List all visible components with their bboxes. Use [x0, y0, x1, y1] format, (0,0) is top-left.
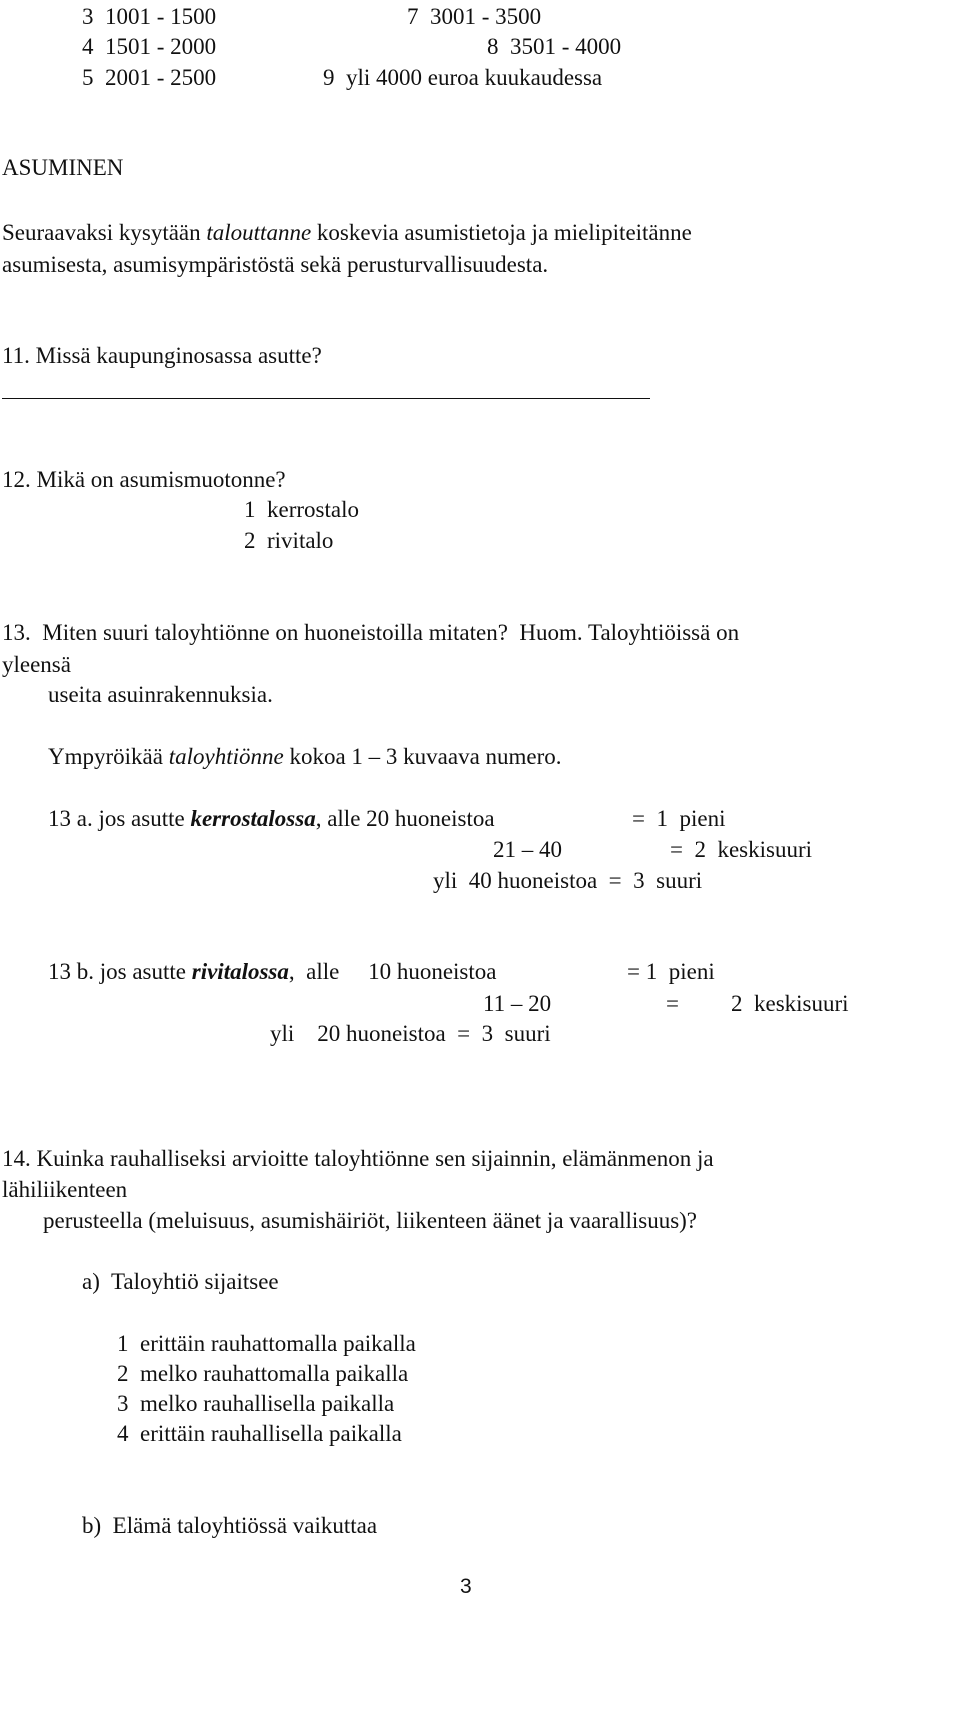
q14a-option-4[interactable]: 4 erittäin rauhallisella paikalla — [117, 1421, 402, 1446]
q13b-option-3[interactable]: yli 20 huoneistoa = 3 suuri — [270, 1021, 551, 1046]
q13b-prefix: 13 b. jos asutte — [48, 959, 192, 984]
income-option-5[interactable]: 5 2001 - 2500 — [82, 65, 217, 90]
question-13-line3: useita asuinrakennuksia. — [48, 682, 273, 707]
intro-text-b: koskevia asumistietoja ja mielipiteitänne — [311, 220, 692, 245]
q13a-suffix: , alle 20 huoneistoa — [315, 806, 495, 831]
question-14-line3: perusteella (meluisuus, asumishäiriöt, liikenteen äänet ja vaarallisuus)? — [43, 1208, 698, 1233]
question-14-line2: lähiliikenteen — [2, 1177, 128, 1202]
q14a-label: a) Taloyhtiö sijaitsee — [82, 1269, 279, 1294]
q13b-suffix: , alle 10 huoneistoa — [288, 959, 497, 984]
q13a-range-2: 21 – 40 — [493, 837, 562, 862]
instruction-emphasis: taloyhtiönne — [168, 744, 284, 769]
section-intro — [2, 221, 692, 244]
q13b-equals-2: = — [666, 991, 679, 1016]
q13a-option-2[interactable]: = 2 keskisuuri — [670, 837, 813, 862]
instruction-a: Ympyröikää — [48, 744, 169, 769]
q13a-keyword: kerrostalossa — [190, 806, 316, 831]
intro-text-a: Seuraavaksi kysytään — [2, 220, 207, 245]
income-option-3[interactable]: 3 1001 - 1500 — [82, 4, 217, 29]
question-13-line2: yleensä — [2, 652, 71, 677]
section-heading: ASUMINEN — [2, 155, 124, 180]
q13a-option-1[interactable]: = 1 pieni — [632, 806, 726, 831]
q14a-option-2[interactable]: 2 melko rauhattomalla paikalla — [117, 1361, 409, 1386]
q13b-range-2: 11 – 20 — [483, 991, 552, 1016]
question-13-instruction — [48, 745, 562, 768]
answer-line-11[interactable] — [2, 398, 650, 399]
income-option-9[interactable]: 9 yli 4000 euroa kuukaudessa — [323, 65, 603, 90]
income-option-8[interactable]: 8 3501 - 4000 — [487, 34, 622, 59]
income-option-4[interactable]: 4 1501 - 2000 — [82, 34, 217, 59]
q13a-option-3[interactable]: yli 40 huoneistoa = 3 suuri — [433, 868, 703, 893]
income-option-7[interactable]: 7 3001 - 3500 — [407, 4, 542, 29]
q13b-option-1[interactable]: = 1 pieni — [627, 959, 715, 984]
q14a-option-1[interactable]: 1 erittäin rauhattomalla paikalla — [117, 1331, 416, 1356]
option-rivitalo[interactable]: 2 rivitalo — [244, 528, 334, 553]
q14a-option-3[interactable]: 3 melko rauhallisella paikalla — [117, 1391, 395, 1416]
question-13: 13. Miten suuri taloyhtiönne on huoneistoilla mitaten? Huom. Taloyhtiöissä on — [2, 620, 740, 645]
q14b-label: b) Elämä taloyhtiössä vaikuttaa — [82, 1513, 378, 1538]
option-kerrostalo[interactable]: 1 kerrostalo — [244, 497, 359, 522]
instruction-b: kokoa 1 – 3 kuvaava numero. — [283, 744, 562, 769]
question-12: 12. Mikä on asumismuotonne? — [2, 467, 286, 492]
q13a-prefix: 13 a. jos asutte — [48, 806, 191, 831]
page-number: 3 — [460, 1575, 472, 1598]
q13b-keyword: rivitalossa — [191, 959, 289, 984]
question-14: 14. Kuinka rauhalliseksi arvioitte taloyhtiönne sen sijainnin, elämänmenon ja — [2, 1146, 714, 1171]
q13a-line1 — [48, 807, 495, 830]
section-intro-line2: asumisesta, asumisympäristöstä sekä perusturvallisuudesta. — [2, 252, 549, 277]
question-11: 11. Missä kaupunginosassa asutte? — [2, 343, 322, 368]
q13b-option-2[interactable]: 2 keskisuuri — [731, 991, 849, 1016]
intro-emphasis: talouttanne — [206, 220, 312, 245]
q13b-line1 — [48, 960, 496, 983]
